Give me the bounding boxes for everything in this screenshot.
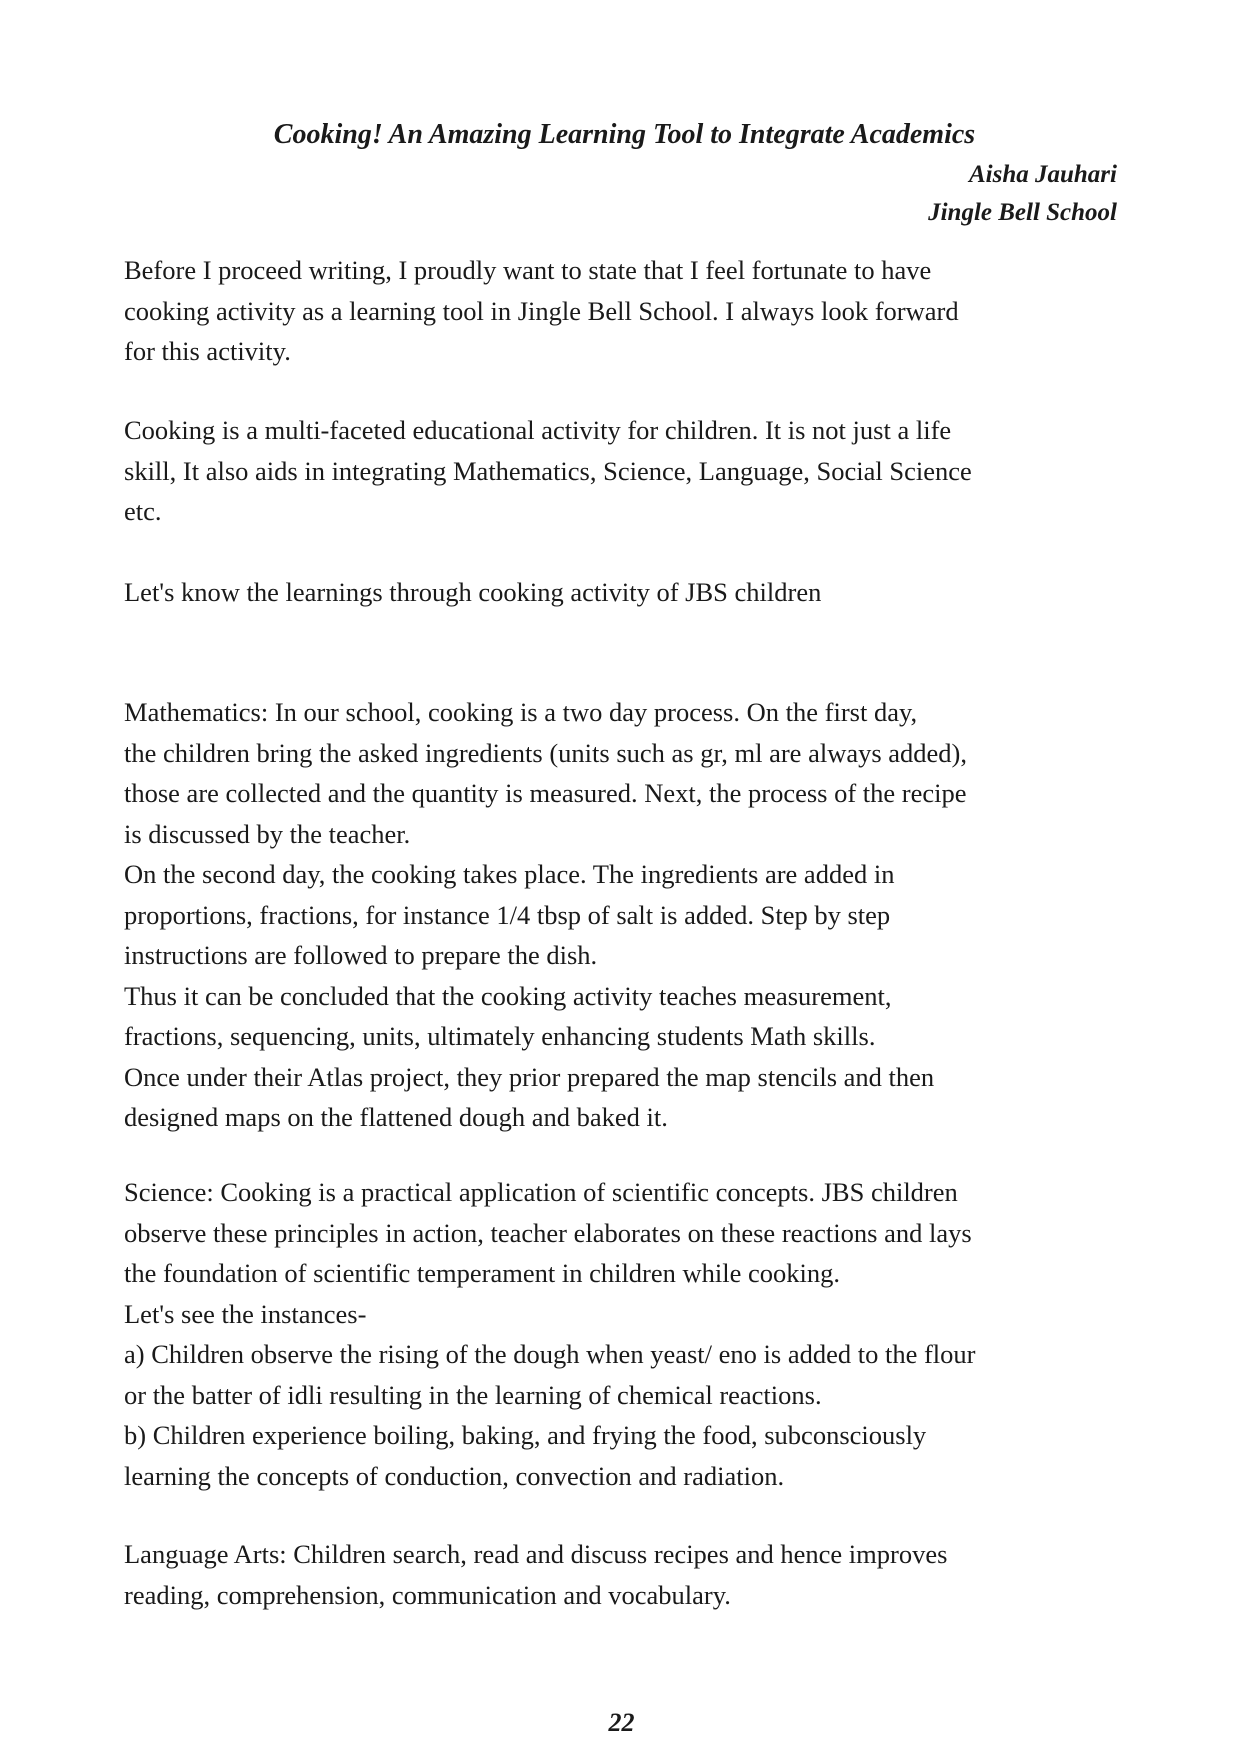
paragraph-line: b) Children experience boiling, baking, and frying the food, subconsciously	[124, 1420, 927, 1450]
paragraph-line: Once under their Atlas project, they prior prepared the map stencils and then	[124, 1061, 935, 1092]
paragraph-line: learning the concepts of conduction, convection and radiation.	[124, 1460, 785, 1491]
language-arts-paragraph	[124, 1534, 1117, 1615]
paragraph-line: Mathematics: In our school, cooking is a two day process. On the first day,	[124, 697, 918, 727]
paragraph-line: skill, It also aids in integrating Mathematics, Science, Language, Social Science	[124, 455, 972, 486]
article-title: Cooking! An Amazing Learning Tool to Integrate Academics	[273, 119, 976, 150]
mathematics-paragraph	[124, 692, 1117, 1138]
paragraph-line: or the batter of idli resulting in the learning of chemical reactions.	[124, 1379, 822, 1410]
paragraph-line: proportions, fractions, for instance 1/4 tbsp of salt is added. Step by step	[124, 899, 891, 930]
paragraph-line: a) Children observe the rising of the dough when yeast/ eno is added to the flour	[124, 1339, 976, 1369]
page-number: 22	[608, 1708, 635, 1737]
paragraph-line: Before I proceed writing, I proudly want to state that I feel fortunate to have	[124, 255, 932, 285]
intro-paragraph	[124, 250, 1117, 372]
paragraph-line: the children bring the asked ingredients (units such as gr, ml are always added),	[124, 737, 968, 768]
paragraph-line: On the second day, the cooking takes place. The ingredients are added in	[124, 859, 895, 889]
paragraph-line: cooking activity as a learning tool in Jingle Bell School. I always look forward	[124, 295, 959, 326]
paragraph-line: instructions are followed to prepare the dish.	[124, 940, 598, 970]
paragraph-line: Let's know the learnings through cooking activity of JBS children	[124, 577, 822, 607]
paragraph-line: the foundation of scientific temperament in children while cooking.	[124, 1258, 841, 1288]
paragraph-line: Thus it can be concluded that the cooking activity teaches measurement,	[124, 980, 892, 1011]
paragraph-line: those are collected and the quantity is measured. Next, the process of the recipe	[124, 778, 967, 808]
paragraph-line: designed maps on the flattened dough and baked it.	[124, 1102, 668, 1132]
paragraph-line: reading, comprehension, communication and vocabulary.	[124, 1579, 731, 1610]
science-paragraph	[124, 1172, 1117, 1496]
school-name: Jingle Bell School	[928, 199, 1117, 226]
paragraph-line: is discussed by the teacher.	[124, 818, 411, 849]
paragraph-line: observe these principles in action, teacher elaborates on these reactions and lays	[124, 1217, 972, 1248]
paragraph-line: Science: Cooking is a practical application of scientific concepts. JBS children	[124, 1177, 958, 1207]
paragraph-line: Cooking is a multi-faceted educational activity for children. It is not just a life	[124, 415, 952, 445]
cooking-paragraph	[124, 410, 1117, 532]
paragraph-line: Language Arts: Children search, read and discuss recipes and hence improves	[124, 1539, 948, 1569]
paragraph-line: Let's see the instances-	[124, 1298, 367, 1329]
paragraph-line: etc.	[124, 496, 162, 526]
paragraph-line: for this activity.	[124, 336, 291, 366]
paragraph-line: fractions, sequencing, units, ultimately enhancing students Math skills.	[124, 1021, 876, 1051]
lets-know-paragraph	[124, 572, 1117, 613]
author-name: Aisha Jauhari	[969, 161, 1117, 188]
